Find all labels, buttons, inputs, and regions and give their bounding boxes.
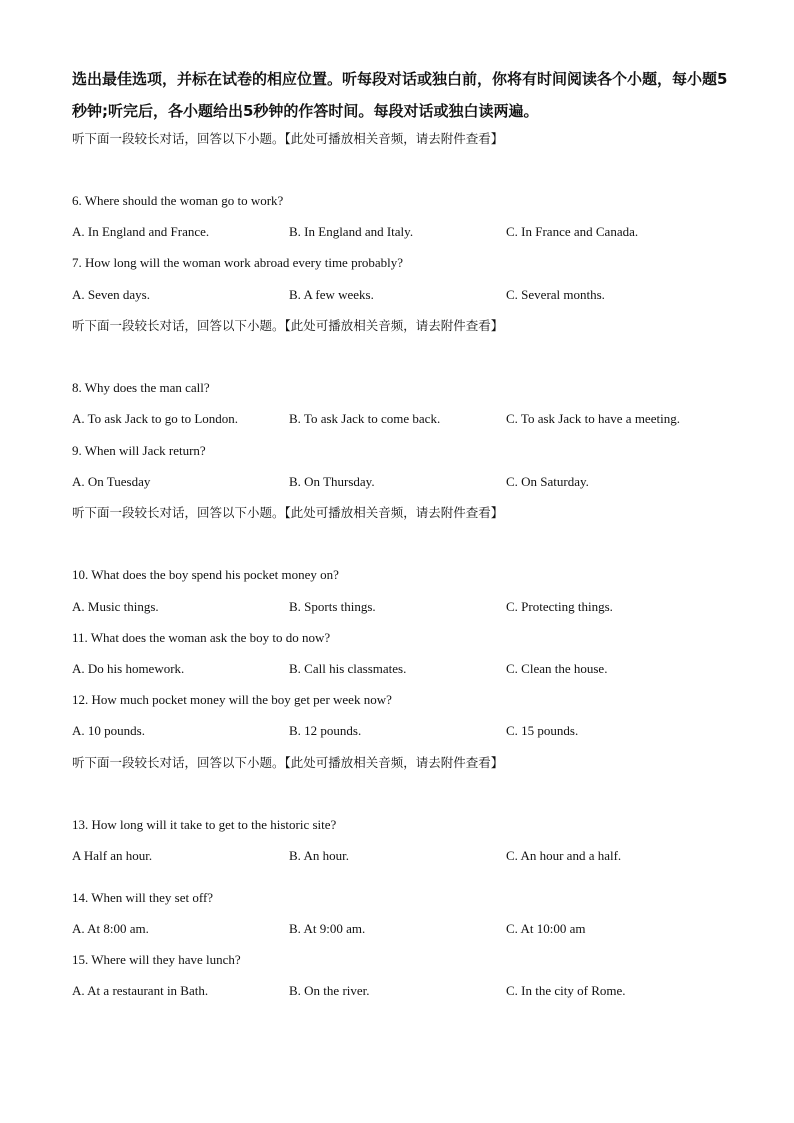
option-14c: C. At 10:00 am	[506, 921, 586, 936]
option-7c: C. Several months.	[506, 287, 605, 302]
option-15a: A. At a restaurant in Bath.	[72, 983, 209, 998]
option-6b: B. In England and Italy.	[289, 224, 414, 239]
option-6a: A. In England and France.	[72, 224, 210, 239]
option-7b: B. A few weeks.	[289, 287, 374, 302]
audio-note: 听下面一段较长对话，回答以下小题。【此处可播放相关音频，请去附件查看】	[72, 318, 504, 333]
option-11a: A. Do his homework.	[72, 661, 185, 676]
option-7a: A. Seven days.	[72, 287, 150, 302]
audio-note: 听下面一段较长对话，回答以下小题。【此处可播放相关音频，请去附件查看】	[72, 131, 504, 146]
question-6: 6. Where should the woman go to work?	[72, 193, 284, 208]
option-9c: C. On Saturday.	[506, 474, 589, 489]
option-14a: A. At 8:00 am.	[72, 921, 149, 936]
audio-note: 听下面一段较长对话，回答以下小题。【此处可播放相关音频，请去附件查看】	[72, 755, 504, 770]
option-9b: B. On Thursday.	[289, 474, 375, 489]
option-8a: A. To ask Jack to go to London.	[72, 411, 239, 426]
question-11: 11. What does the woman ask the boy to do now?	[72, 630, 331, 645]
option-13c: C. An hour and a half.	[506, 848, 622, 863]
question-9: 9. When will Jack return?	[72, 443, 206, 458]
option-13b: B. An hour.	[289, 848, 349, 863]
audio-note: 听下面一段较长对话，回答以下小题。【此处可播放相关音频，请去附件查看】	[72, 505, 504, 520]
option-14b: B. At 9:00 am.	[289, 921, 366, 936]
question-12: 12. How much pocket money will the boy get per week now?	[72, 692, 392, 707]
option-10a: A. Music things.	[72, 599, 159, 614]
option-15b: B. On the river.	[289, 983, 370, 998]
question-7: 7. How long will the woman work abroad every time probably?	[72, 255, 404, 270]
instructions-paragraph: 选出最佳选项，并标在试卷的相应位置。听每段对话或独白前，你将有时间阅读各个小题，每小题5秒钟;听完后，各小题给出5秒钟的作答时间。每段对话或独白读两遍。	[72, 70, 728, 120]
option-12c: C. 15 pounds.	[506, 723, 579, 738]
option-8c: C. To ask Jack to have a meeting.	[506, 411, 680, 426]
option-10c: C. Protecting things.	[506, 599, 613, 614]
option-6c: C. In France and Canada.	[506, 224, 639, 239]
option-13a: A Half an hour.	[72, 848, 153, 863]
option-8b: B. To ask Jack to come back.	[289, 411, 441, 426]
option-10b: B. Sports things.	[289, 599, 376, 614]
option-12b: B. 12 pounds.	[289, 723, 362, 738]
question-10: 10. What does the boy spend his pocket money on?	[72, 567, 339, 582]
question-8: 8. Why does the man call?	[72, 380, 210, 395]
option-9a: A. On Tuesday	[72, 474, 151, 489]
option-15c: C. In the city of Rome.	[506, 983, 626, 998]
question-15: 15. Where will they have lunch?	[72, 952, 241, 967]
option-11c: C. Clean the house.	[506, 661, 608, 676]
question-14: 14. When will they set off?	[72, 890, 214, 905]
option-11b: B. Call his classmates.	[289, 661, 407, 676]
question-13: 13. How long will it take to get to the historic site?	[72, 817, 337, 832]
option-12a: A. 10 pounds.	[72, 723, 145, 738]
